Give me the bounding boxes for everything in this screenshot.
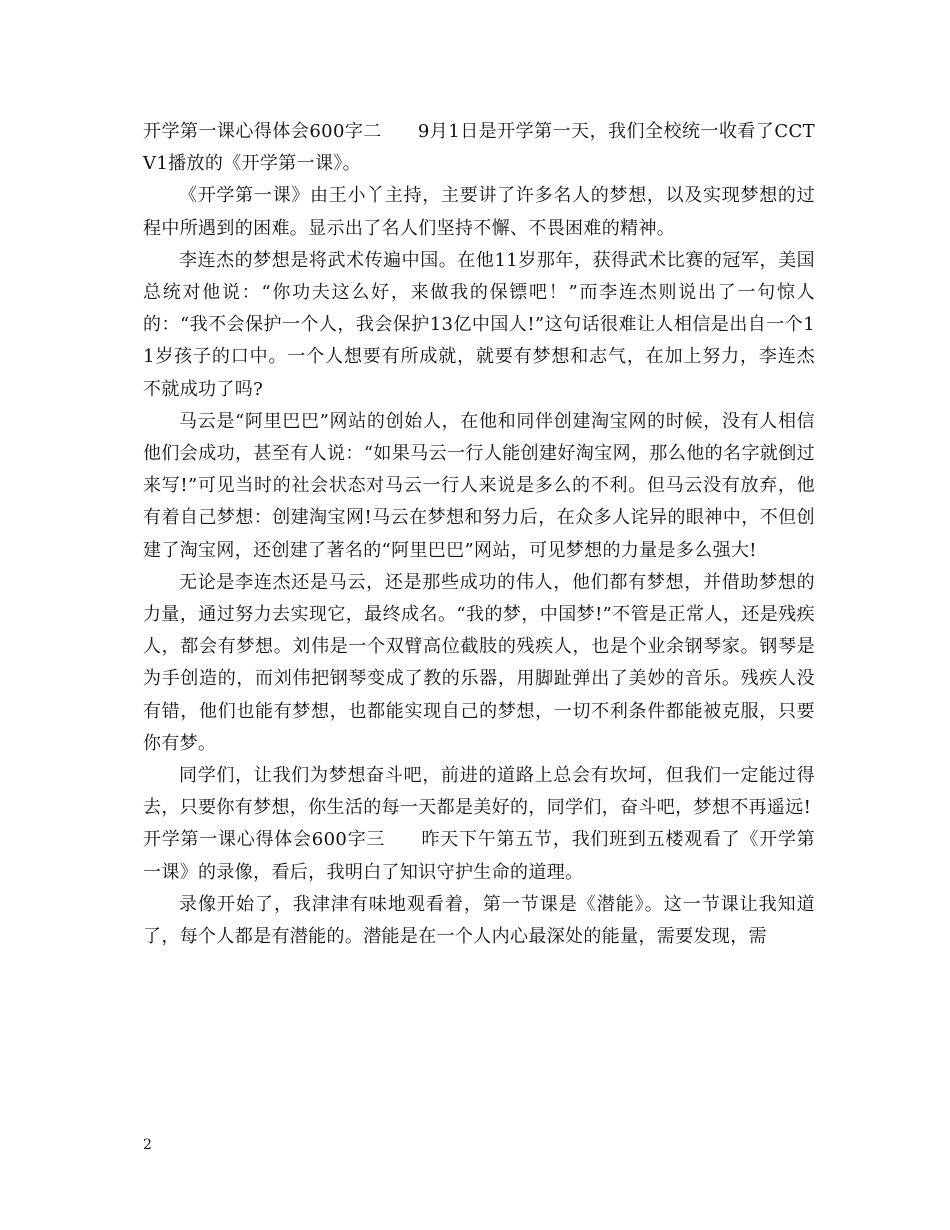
essay-heading-line <box>143 824 815 888</box>
essay-title: 开学第一课心得体会600字二 <box>143 121 382 142</box>
paragraph: 同学们，让我们为梦想奋斗吧，前进的道路上总会有坎坷，但我们一定能过得去，只要你有梦想，你生活的每一天都是美好的，同学们，奋斗吧，梦想不再遥远! <box>143 765 815 819</box>
essay-title: 开学第一课心得体会600字三 <box>143 829 386 851</box>
paragraph: 录像开始了，我津津有味地观看着，第一节课是《潜能》。这一节课让我知道了，每个人都是有潜能的。潜能是在一个人内心最深处的能量，需要发现，需 <box>143 893 815 948</box>
paragraph: 无论是李连杰还是马云，还是那些成功的伟人，他们都有梦想，并借助梦想的力量，通过努力去实现它，最终成名。“我的梦，中国梦!”不管是正常人，还是残疾人，都会有梦想。刘伟是一个双臂高位截肢的残疾人，也是个业余钢琴家。钢琴是为手创造的，而刘伟把钢琴变成了教的乐器，用脚趾弹出了美妙的音乐。残疾人没有错，他们也能有梦想，也都能实现自己的梦想，一切不利条件都能被克服，只要你有梦。 <box>143 571 815 754</box>
paragraph: 《开学第一课》由王小丫主持，主要讲了许多名人的梦想，以及实现梦想的过程中所遇到的困难。显示出了名人们坚持不懈、不畏困难的精神。 <box>143 185 815 239</box>
document-body <box>143 116 815 953</box>
paragraph: 李连杰的梦想是将武术传遍中国。在他11岁那年，获得武术比赛的冠军，美国总统对他说：“你功夫这么好，来做我的保镖吧！”而李连杰则说出了一句惊人的：“我不会保护一个人，我会保护13亿中国人!”这句话很难让人相信是出自一个11岁孩子的口中。一个人想要有所成就，就要有梦想和志气，在加上努力，李连杰不就成功了吗? <box>143 249 815 400</box>
page-number: 2 <box>143 1137 152 1153</box>
paragraph: 马云是“阿里巴巴”网站的创始人，在他和同伴创建淘宝网的时候，没有人相信他们会成功，甚至有人说：“如果马云一行人能创建好淘宝网，那么他的名字就倒过来写!”可见当时的社会状态对马云一行人来说是多么的不利。但马云没有放弃，他有着自己梦想：创建淘宝网!马云在梦想和努力后，在众多人诧异的眼神中，不但创建了淘宝网，还创建了著名的“阿里巴巴”网站，可见梦想的力量是多么强大! <box>143 410 815 561</box>
essay-opening-text: 昨天下午第五节，我们班到五楼观看了《开学第一课》的录像，看后，我明白了知识守护生命的道理。 <box>143 829 815 883</box>
essay-heading-line <box>143 116 815 180</box>
essay-opening-text: 9月1日是开学第一天，我们全校统一收看了CCTV1播放的《开学第一课》。 <box>143 121 815 175</box>
